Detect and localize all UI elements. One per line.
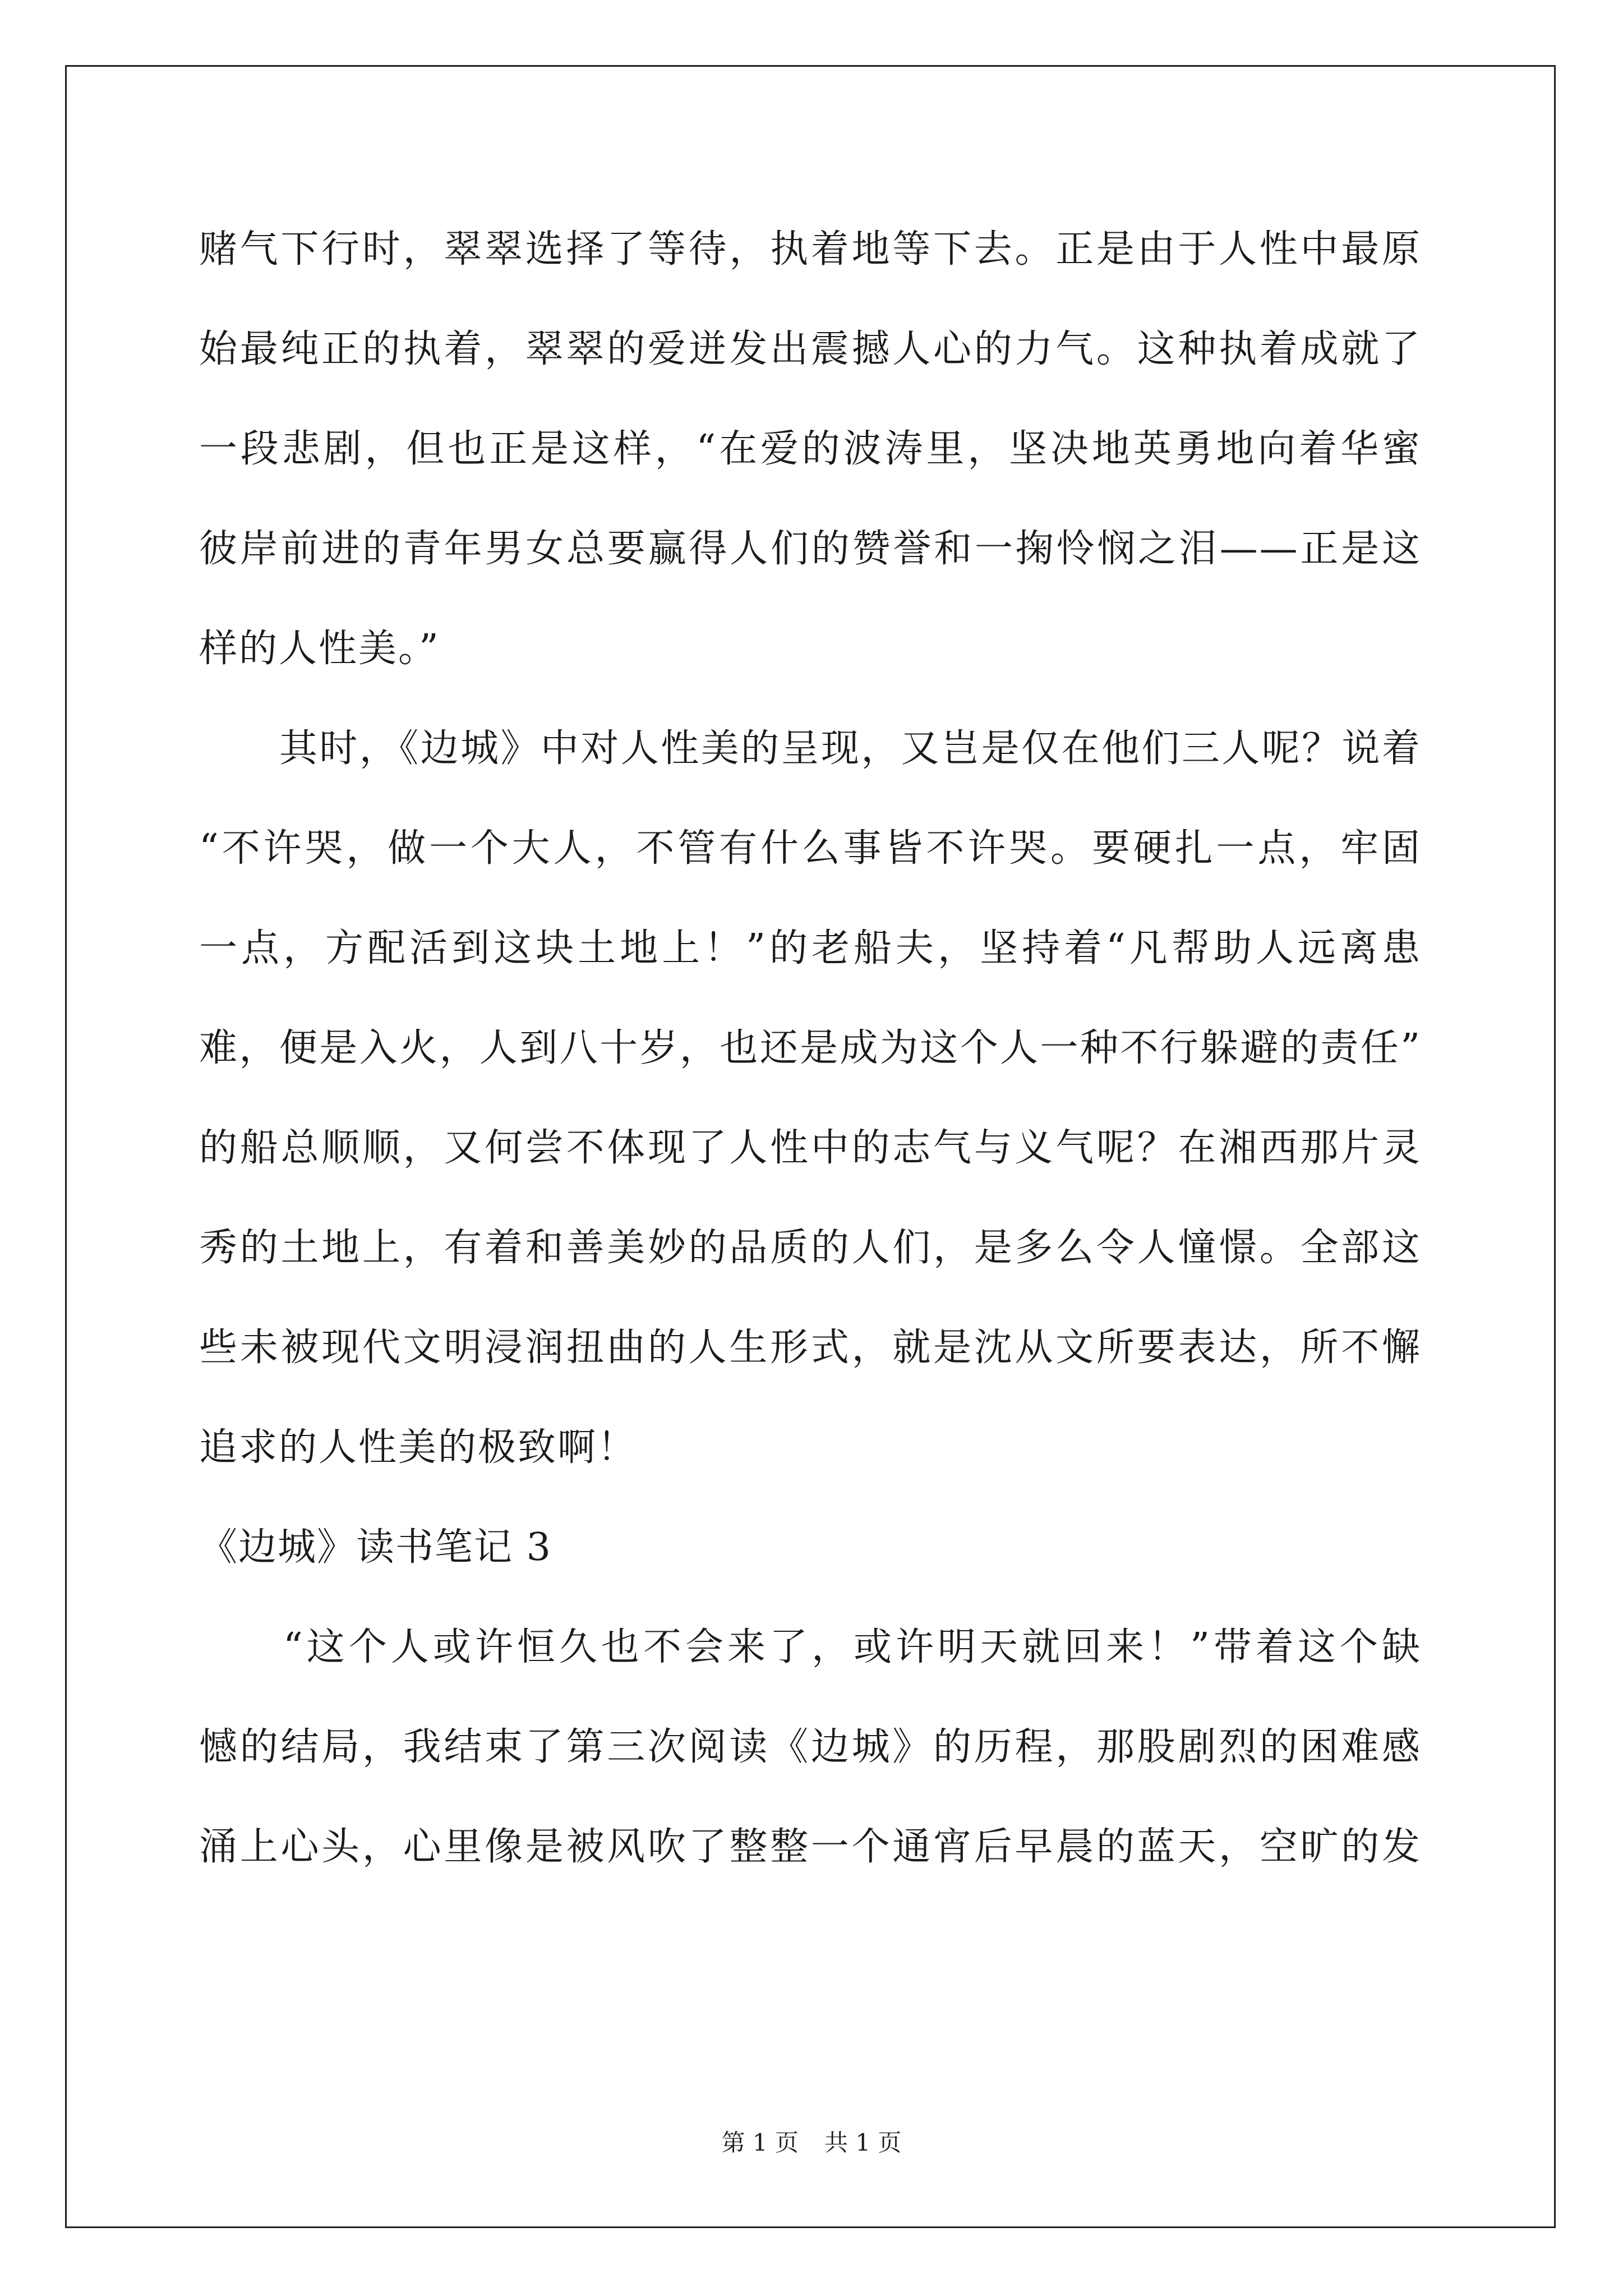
text-line: 些未被现代文明浸润扭曲的人生形式，就是沈从文所要表达，所不懈 <box>199 1326 1422 1370</box>
text-line: 赌气下行时，翠翠选择了等待，执着地等下去。正是由于人性中最原 <box>199 227 1422 272</box>
page-footer <box>0 2126 1623 2160</box>
section-heading: 《边城》读书笔记 3 <box>199 1525 552 1570</box>
text-line: 其时，《边城》中对人性美的呈现，又岂是仅在他们三人呢？说着 <box>199 726 1422 771</box>
text-line: 追求的人性美的极致啊！ <box>199 1425 638 1470</box>
document-body <box>199 213 1422 1911</box>
text-line: 一段悲剧，但也正是这样，“在爱的波涛里，坚决地英勇地向着华蜜 <box>199 427 1422 471</box>
text-line: 难，便是入火，人到八十岁，也还是成为这个人一种不行躲避的责任” <box>199 1026 1422 1070</box>
text-line: “这个人或许恒久也不会来了，或许明天就回来！”带着这个缺 <box>199 1625 1422 1669</box>
page-number-total: 共 1 页 <box>824 2129 902 2156</box>
text-line: 一点，方配活到这块土地上！”的老船夫，坚持着“凡帮助人远离患 <box>199 926 1422 970</box>
text-line: 涌上心头，心里像是被风吹了整整一个通宵后早晨的蓝天，空旷的发 <box>199 1825 1422 1869</box>
text-line: 始最纯正的执着，翠翠的爱迸发出震撼人心的力气。这种执着成就了 <box>199 327 1422 371</box>
text-line: 彼岸前进的青年男女总要赢得人们的赞誉和一掬怜悯之泪——正是这 <box>199 527 1422 571</box>
text-line: 的船总顺顺，又何尝不体现了人性中的志气与义气呢？在湘西那片灵 <box>199 1126 1422 1170</box>
text-line: 样的人性美。” <box>199 627 440 671</box>
text-line: “不许哭，做一个大人，不管有什么事皆不许哭。要硬扎一点，牢固 <box>199 826 1422 871</box>
page-number-current: 第 1 页 <box>721 2129 799 2156</box>
text-line: 憾的结局，我结束了第三次阅读《边城》的历程，那股剧烈的困难感 <box>199 1725 1422 1769</box>
text-line: 秀的土地上，有着和善美妙的品质的人们，是多么令人憧憬。全部这 <box>199 1226 1422 1270</box>
